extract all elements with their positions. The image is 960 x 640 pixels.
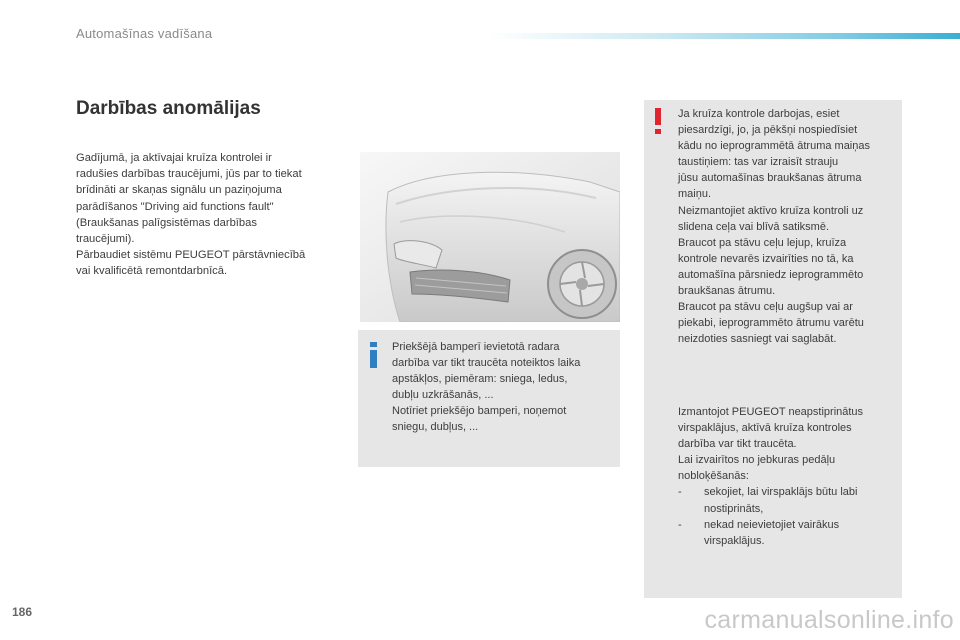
warning-line: Izmantojot PEUGEOT neapstiprinātus	[678, 406, 864, 418]
intro-line: Gadījumā, ja aktīvajai kruīza kontrolei ir	[76, 152, 272, 164]
intro-line: radušies darbības traucējumi, jūs par to tiekat	[76, 168, 302, 181]
intro-line: Pārbaudiet sistēmu PEUGEOT pārstāvniecībā	[76, 249, 306, 262]
warning-line: virspaklājus, aktīvā kruīza kontroles	[678, 422, 852, 435]
warning-line: slidena ceļa vai blīvā satiksmē.	[678, 220, 830, 233]
warning-line: taustiņiem: tas var izraisīt strauju	[678, 156, 839, 169]
car-front-illustration	[360, 152, 620, 322]
info-note-box	[358, 330, 620, 467]
warning-line: jūsu automašīnas braukšanas ātruma	[678, 172, 862, 185]
info-line: Notīriet priekšējo bamperi, noņemot	[392, 405, 567, 418]
bullet-dash: -	[678, 486, 682, 499]
warning-line: kontrole nevarēs izvairīties no tā, ka	[678, 252, 854, 265]
watermark: carmanualsonline.info	[704, 606, 954, 634]
warning-line: darbība var tikt traucēta.	[678, 438, 797, 451]
warning-line: Lai izvairītos no jebkuras pedāļu	[678, 454, 836, 467]
bullet-line: nekad neievietojiet vairākus	[704, 518, 840, 531]
info-line: sniegu, dubļus, ...	[392, 421, 479, 434]
info-line: dubļu uzkrāšanās, ...	[392, 389, 494, 402]
bullet-line: virspaklājus.	[704, 534, 765, 547]
warning-line: piekabi, ieprogrammēto ātrumu varētu	[678, 317, 864, 330]
warning-line: piesardzīgi, jo, ja pēkšņi nospiedīsiet	[678, 124, 858, 137]
warning-line: Braucot pa stāvu ceļu augšup vai ar	[678, 301, 853, 314]
running-header: Automašīnas vadīšana	[76, 26, 213, 41]
warning-line: kādu no ieprogrammētā ātruma maiņas	[678, 140, 870, 153]
bullet-line: sekojiet, lai virspaklājs būtu labi	[704, 486, 858, 499]
header-gradient-rule	[488, 33, 960, 39]
warning-line: maiņu.	[678, 188, 712, 201]
info-icon	[370, 342, 380, 368]
warning-line: nobloķēšanās:	[678, 470, 749, 483]
section-title: Darbības anomālijas	[76, 98, 261, 119]
intro-line: traucējumi).	[76, 233, 135, 246]
warning-line: Ja kruīza kontrole darbojas, esiet	[678, 108, 840, 120]
bullet-text	[704, 484, 900, 516]
bullet-dash: -	[678, 518, 682, 531]
page-number: 186	[12, 605, 33, 619]
bullet-item	[678, 517, 900, 549]
intro-line: brīdināti ar skaņas signālu un paziņojuma	[76, 184, 282, 197]
warning-icon	[655, 108, 665, 134]
warning-note-text	[678, 106, 900, 347]
warning-note-box	[644, 100, 902, 598]
info-line: darbība var tikt traucēta noteiktos laika	[392, 357, 581, 370]
intro-line: vai kvalificētā remontdarbnīcā.	[76, 265, 228, 278]
warning-line: Braucot pa stāvu ceļu lejup, kruīza	[678, 236, 847, 249]
warning-line: Neizmantojiet aktīvo kruīza kontroli uz	[678, 204, 864, 217]
info-note-text	[392, 339, 614, 436]
floor-mat-note-text	[678, 404, 900, 549]
intro-line: (Braukšanas palīgsistēmas darbības	[76, 216, 257, 229]
warning-line: braukšanas ātrumu.	[678, 285, 776, 298]
intro-line: parādīšanos "Driving aid functions fault"	[76, 200, 274, 213]
bullet-line: nostiprināts,	[704, 502, 764, 515]
intro-paragraph	[76, 150, 336, 280]
warning-line: automašīna pārsniedz ieprogrammēto	[678, 268, 864, 281]
info-line: apstākļos, piemēram: sniega, ledus,	[392, 373, 568, 386]
warning-line: neizdoties sasniegt vai saglabāt.	[678, 333, 837, 346]
info-line: Priekšējā bamperī ievietotā radara	[392, 341, 560, 353]
bullet-item	[678, 484, 900, 516]
bullet-text	[704, 517, 900, 549]
